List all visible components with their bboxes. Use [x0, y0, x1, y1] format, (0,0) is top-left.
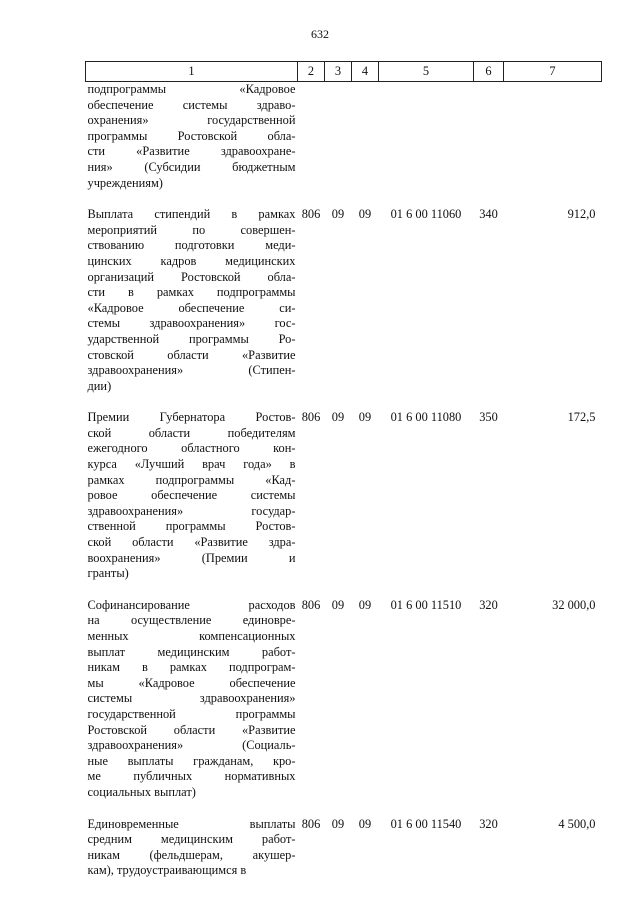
- cell-target-article: 01 6 00 11540: [390, 816, 462, 831]
- description-line: системы здравоохранения»: [87, 691, 296, 706]
- cell-section: [325, 82, 352, 192]
- cell-subsection: 09: [358, 816, 372, 831]
- description-line: цинских кадров медицинских: [87, 253, 296, 268]
- description-line: здравоохранения» (Социаль-: [87, 738, 296, 753]
- cell-section: 09: [331, 816, 345, 831]
- description-line: воохранения» (Премии и: [87, 550, 296, 565]
- description-line: Единовременные выплаты: [87, 816, 296, 831]
- description-line: стовской области «Развитие: [87, 347, 296, 362]
- column-header: 1: [86, 62, 298, 82]
- table-row: [86, 410, 602, 582]
- description-line: ствованию подготовки меди-: [87, 238, 296, 253]
- description-line: мы «Кадровое обеспечение: [87, 675, 296, 690]
- cell-ministry: [298, 82, 325, 192]
- row-description: [86, 598, 298, 801]
- column-header: 7: [504, 62, 602, 82]
- description-line: мероприятий по совершен-: [87, 222, 296, 237]
- description-line: программы Ростовской обла-: [87, 128, 296, 143]
- cell-subsection: [352, 82, 379, 192]
- description-line: Премии Губернатора Ростов-: [87, 410, 296, 425]
- description-line: стемы здравоохранения» гос-: [87, 316, 296, 331]
- description-line: средним медицинским работ-: [87, 832, 296, 847]
- description-line: никам (фельдшерам, акушер-: [87, 847, 296, 862]
- description-line: ственной программы Ростов-: [87, 519, 296, 534]
- cell-expense-type: [474, 82, 504, 192]
- description-line: социальных выплат): [87, 784, 196, 799]
- cell-amount: [504, 82, 602, 192]
- description-line: дии): [87, 378, 112, 393]
- cell-target-article: [379, 82, 474, 192]
- table-body: [86, 82, 602, 879]
- table-row: [86, 207, 602, 394]
- description-line: курса «Лучший врач года» в: [87, 457, 296, 472]
- table-row: [86, 817, 602, 879]
- description-line: ской области «Развитие здра-: [87, 535, 296, 550]
- row-spacer: [86, 801, 602, 817]
- description-line: ме публичных нормативных: [87, 769, 296, 784]
- cell-target-article: 01 6 00 11060: [390, 207, 462, 222]
- description-line: гранты): [87, 566, 129, 581]
- description-line: рамках подпрограммы «Кад-: [87, 472, 296, 487]
- description-line: сти в рамках подпрограммы: [87, 285, 296, 300]
- cell-section: 09: [331, 410, 345, 425]
- cell-expense-type: 320: [479, 597, 498, 612]
- description-line: ской области победителям: [87, 425, 296, 440]
- cell-amount: 32 000,0: [552, 597, 596, 612]
- description-line: здравоохранения» (Стипен-: [87, 363, 296, 378]
- description-line: ровое обеспечение системы: [87, 488, 296, 503]
- description-line: государственной программы: [87, 706, 296, 721]
- table-row: [86, 598, 602, 801]
- cell-amount: 172,5: [567, 410, 596, 425]
- row-description: [86, 410, 298, 582]
- column-header: 6: [474, 62, 504, 82]
- cell-subsection: 09: [358, 597, 372, 612]
- description-line: учреждениям): [87, 175, 163, 190]
- cell-subsection: 09: [358, 207, 372, 222]
- cell-amount: 912,0: [567, 207, 596, 222]
- row-description: [86, 82, 298, 192]
- description-line: ежегодного областного кон-: [87, 441, 296, 456]
- cell-target-article: 01 6 00 11510: [390, 597, 462, 612]
- description-line: Софинансирование расходов: [87, 597, 296, 612]
- column-header: 5: [379, 62, 474, 82]
- row-spacer: [86, 582, 602, 598]
- page-number: 632: [311, 27, 329, 41]
- cell-section: 09: [331, 207, 345, 222]
- cell-subsection: 09: [358, 410, 372, 425]
- description-line: здравоохранения» государ-: [87, 503, 296, 518]
- cell-expense-type: 350: [479, 410, 498, 425]
- description-line: Ростовской области «Развитие: [87, 722, 296, 737]
- cell-ministry: 806: [301, 207, 321, 222]
- cell-section: 09: [331, 597, 345, 612]
- cell-target-article: 01 6 00 11080: [390, 410, 462, 425]
- cell-ministry: 806: [301, 816, 321, 831]
- description-line: менных компенсационных: [87, 629, 296, 643]
- description-line: на осуществление единовре-: [87, 613, 296, 628]
- table-row: [86, 82, 602, 192]
- column-header: 3: [325, 62, 352, 82]
- column-header: 4: [352, 62, 379, 82]
- description-line: «Кадровое обеспечение си-: [87, 300, 296, 315]
- budget-table: [85, 61, 602, 879]
- cell-ministry: 806: [301, 597, 321, 612]
- description-line: охранения» государственной: [87, 113, 296, 128]
- row-description: [86, 207, 298, 394]
- cell-expense-type: 320: [479, 816, 498, 831]
- row-spacer: [86, 191, 602, 207]
- cell-amount: 4 500,0: [558, 816, 596, 831]
- description-line: Выплата стипендий в рамках: [87, 207, 296, 222]
- description-line: подпрограммы «Кадровое: [87, 82, 296, 96]
- description-line: кам), трудоустраивающимся в: [87, 863, 247, 878]
- description-line: ударственной программы Ро-: [87, 331, 296, 346]
- cell-expense-type: 340: [479, 207, 498, 222]
- description-line: ния» (Субсидии бюджетным: [87, 159, 296, 174]
- description-line: ные выплаты гражданам, кро-: [87, 753, 296, 768]
- description-line: сти «Развитие здравоохране-: [87, 144, 296, 159]
- description-line: организаций Ростовской обла-: [87, 269, 296, 284]
- description-line: выплат медицинским работ-: [87, 644, 296, 659]
- row-spacer: [86, 394, 602, 410]
- description-line: никам в рамках подпрограм-: [87, 660, 296, 675]
- column-header: 2: [298, 62, 325, 82]
- header-row: [86, 62, 602, 82]
- row-description: [86, 817, 298, 879]
- cell-ministry: 806: [301, 410, 321, 425]
- description-line: обеспечение системы здраво-: [87, 97, 296, 112]
